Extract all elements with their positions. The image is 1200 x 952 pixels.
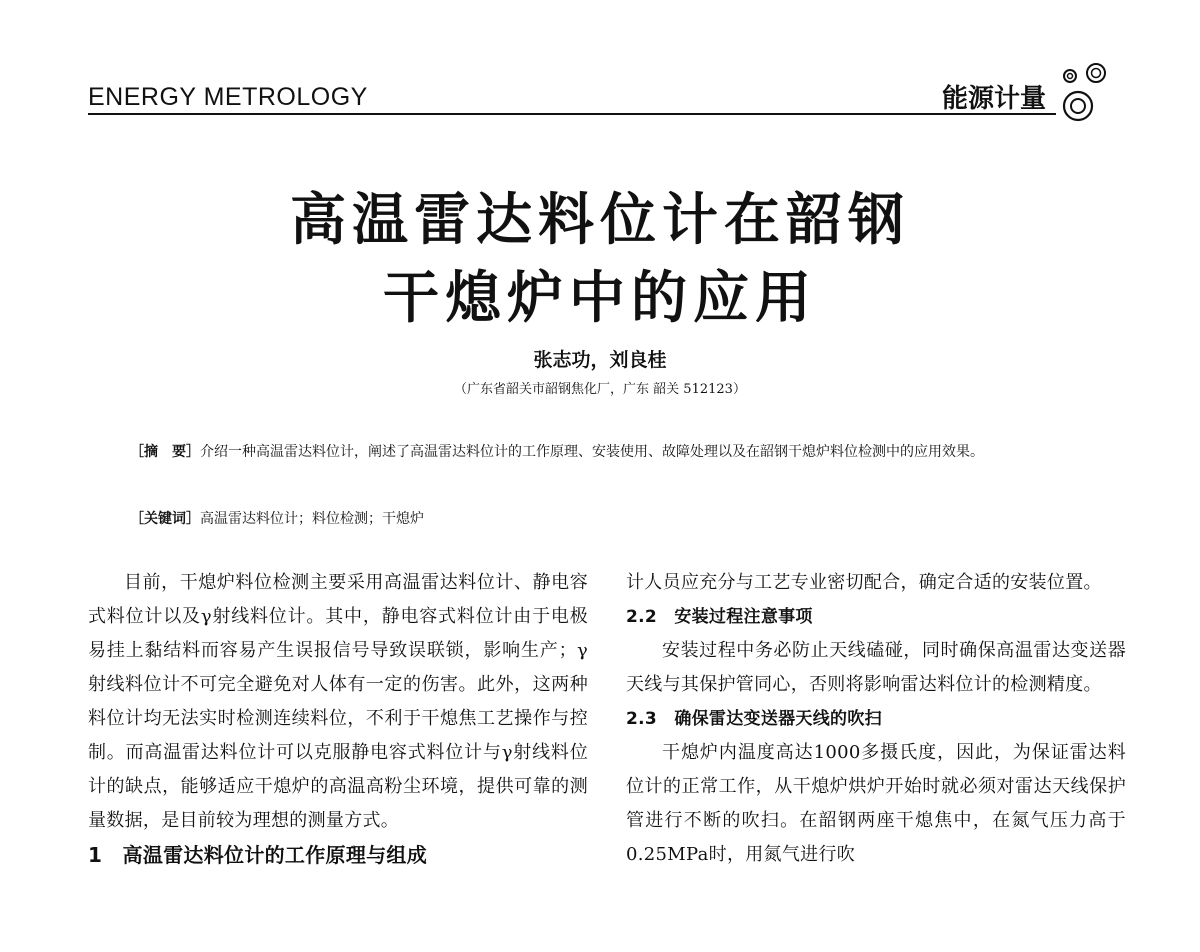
left-column [88,566,588,872]
continued-paragraph: 计人员应充分与工艺专业密切配合，确定合适的安装位置。 [626,572,1102,593]
abstract-text: 介绍一种高温雷达料位计，阐述了高温雷达料位计的工作原理、安装使用、故障处理以及在韶钢干熄炉料位检测中的应用效果。 [200,444,984,460]
journal-name-cn: 能源计量 [942,84,1047,114]
keywords-text: 高温雷达料位计；料位检测；干熄炉 [200,511,424,527]
section-2-3-paragraph: 干熄炉内温度高达1000多摄氏度，因此，为保证雷达料位计的正常工作，从干熄炉烘炉开始时就必须对雷达天线保护管进行不断的吹扫。在韶钢两座干熄焦中，在氮气压力高于0.25MPa时，用氮气进行吹 [626,742,1126,865]
authors: 张志功，刘良桂 [533,349,667,371]
section-2-3-heading: 2.3 确保雷达变送器天线的吹扫 [626,709,882,729]
keywords [130,507,1085,532]
journal-logo-icon [1056,60,1116,124]
abstract-label: ［摘 要］ [130,444,200,460]
abstract [130,440,1085,465]
journal-name-en: ENERGY METROLOGY [88,83,368,111]
affiliation: （广东省韶关市韶钢焦化厂，广东 韶关 512123） [454,382,746,397]
section-1-heading: 1 高温雷达料位计的工作原理与组成 [88,843,428,867]
intro-paragraph: 目前，干熄炉料位检测主要采用高温雷达料位计、静电容式料位计以及γ射线料位计。其中，静电容式料位计由于电极易挂上黏结料而容易产生误报信号导致误联锁，影响生产；γ射线料位计不可完全避免对人体有一定的伤害。此外，这两种料位计均无法实时检测连续料位，不利于干熄焦工艺操作与控制。而高温雷达料位计可以克服静电容式料位计与γ射线料位计的缺点，能够适应干熄炉的高温高粉尘环境，提供可靠的测量数据，是目前较为理想的测量方式。 [88,572,588,831]
article-title-line-2: 干熄炉中的应用 [383,265,817,331]
header-rule [88,113,1056,115]
right-column [626,566,1126,872]
article-title-line-1: 高温雷达料位计在韶钢 [290,187,910,253]
keywords-label: ［关键词］ [130,511,200,527]
section-2-2-paragraph: 安装过程中务必防止天线磕碰，同时确保高温雷达变送器天线与其保护管同心，否则将影响雷达料位计的检测精度。 [626,640,1126,695]
section-2-2-heading: 2.2 安装过程注意事项 [626,607,813,627]
